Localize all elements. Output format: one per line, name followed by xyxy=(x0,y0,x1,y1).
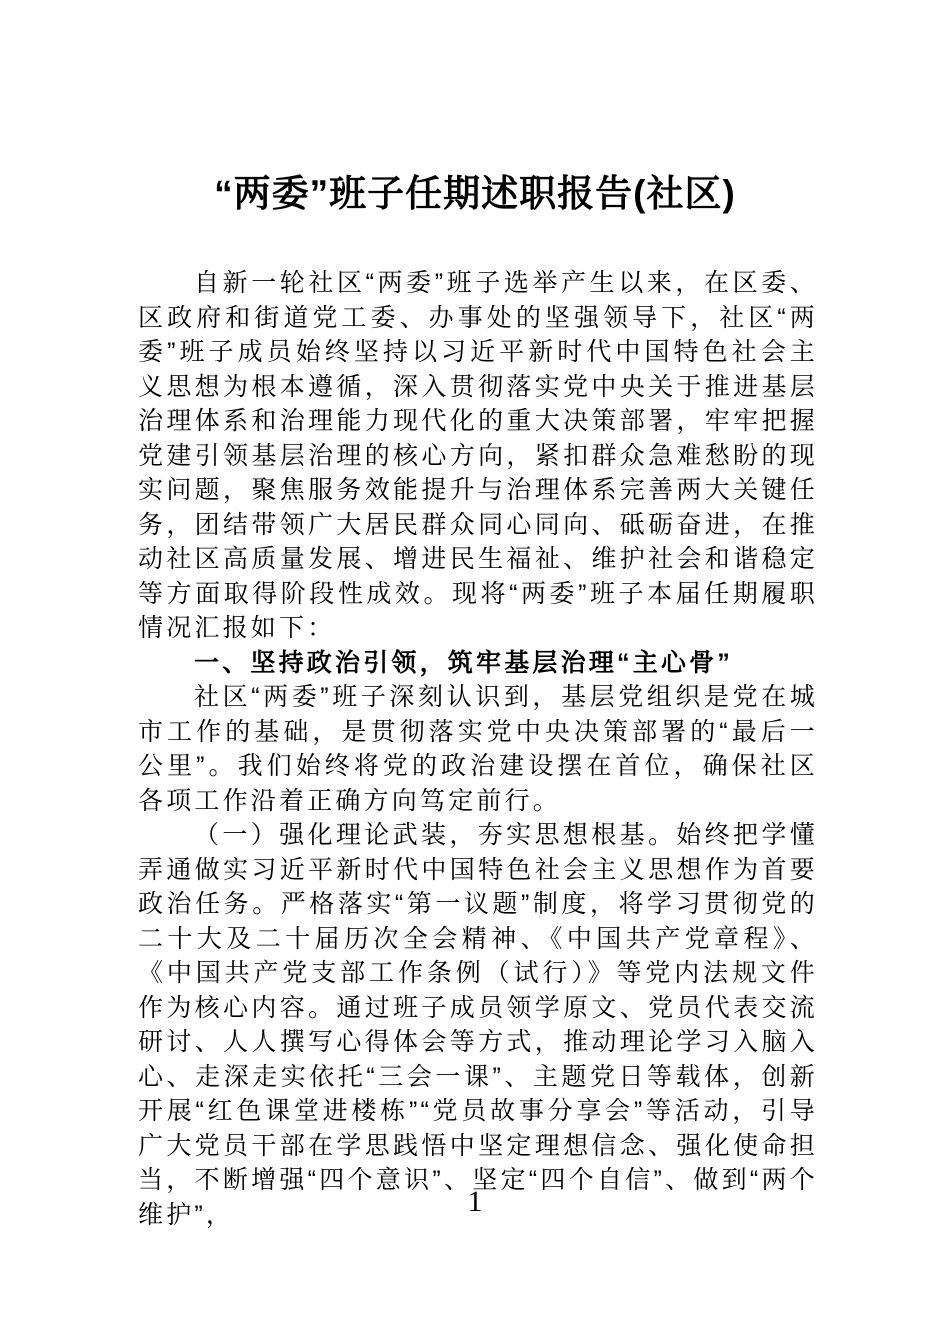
document-body xyxy=(138,266,818,1232)
paragraph-theory-armament: （一）强化理论武装，夯实思想根基。始终把学懂弄通做实习近平新时代中国特色社会主义思想作为首要政治任务。严格落实“第一议题”制度，将学习贯彻党的二十大及二十届历次全会精神、《中国共产党章程》、《中国共产党支部工作条例（试行）》等党内法规文件作为核心内容。通过班子成员领学原文、党员代表交流研讨、人人撰写心得体会等方式，推动理论学习入脑入心、走深走实依托“三会一课”、主题党日等载体，创新开展“红色课堂进楼栋”“党员故事分享会”等活动，引导广大党员干部在学思践悟中坚定理想信念、强化使命担当，不断增强“四个意识”、坚定“四个自信”、做到“两个维护”， xyxy=(138,821,818,1229)
section-heading-1: 一、坚持政治引领，筑牢基层治理“主心骨” xyxy=(194,648,734,677)
page-number: 1 xyxy=(467,1185,483,1218)
paragraph-section-lead: 社区“两委”班子深刻认识到，基层党组织是党在城市工作的基础，是贯彻落实党中央决策部署的“最后一公里”。我们始终将党的政治建设摆在首位，确保社区各项工作沿着正确方向笃定前行。 xyxy=(138,683,818,815)
document-title: “两委”班子任期述职报告(社区) xyxy=(214,173,736,214)
paragraph-intro: 自新一轮社区“两委”班子选举产生以来，在区委、区政府和街道党工委、办事处的坚强领导下，社区“两委”班子成员始终坚持以习近平新时代中国特色社会主义思想为根本遵循，深入贯彻落实党中央关于推进基层治理体系和治理能力现代化的重大决策部署，牢牢把握党建引领基层治理的核心方向，紧扣群众急难愁盼的现实问题，聚焦服务效能提升与治理体系完善两大关键任务，团结带领广大居民群众同心同向、砥砺奋进，在推动社区高质量发展、增进民生福祉、维护社会和谐稳定等方面取得阶段性成效。现将“两委”班子本届任期履职情况汇报如下： xyxy=(138,269,818,642)
